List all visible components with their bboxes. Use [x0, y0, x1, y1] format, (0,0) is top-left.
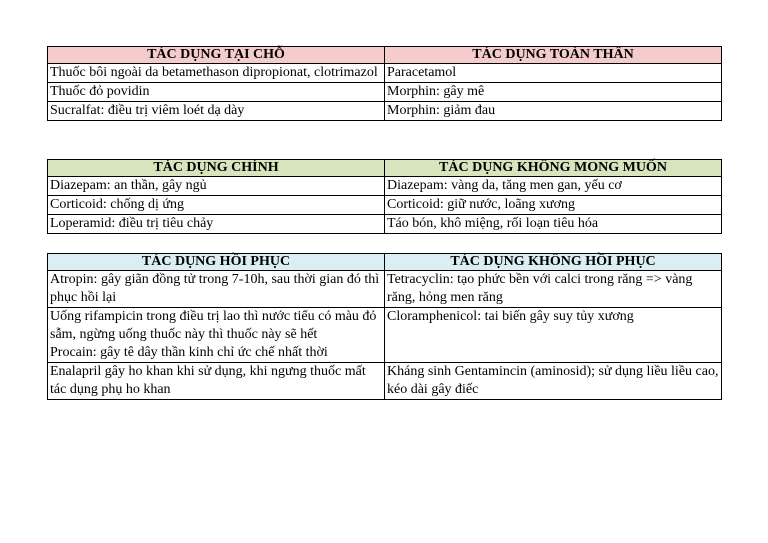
table-cell: Kháng sinh Gentamincin (aminosid); sử dụng liều liều cao, kéo dài gây điếc [385, 363, 722, 400]
column-header: TÁC DỤNG TOÀN THÂN [385, 47, 722, 64]
cell-paragraph: Procain: gây tê dây thần kinh chỉ ức chế nhất thời [50, 345, 328, 360]
table-cell: Sucralfat: điều trị viêm loét dạ dày [48, 102, 385, 121]
column-header: TÁC DỤNG TẠI CHỖ [48, 47, 385, 64]
main-vs-side-effect-table [47, 159, 722, 234]
column-header: TÁC DỤNG KHÔNG HỒI PHỤC [385, 254, 722, 271]
table-cell: Corticoid: giữ nước, loãng xương [385, 196, 722, 215]
table-cell: Corticoid: chống dị ứng [48, 196, 385, 215]
table-row [48, 363, 722, 400]
table-row [48, 177, 722, 196]
table-cell: Diazepam: vàng da, tăng men gan, yếu cơ [385, 177, 722, 196]
table-row [48, 83, 722, 102]
table-cell [48, 308, 385, 363]
table-cell: Thuốc đỏ povidin [48, 83, 385, 102]
table-row [48, 196, 722, 215]
table-cell: Diazepam: an thần, gây ngủ [48, 177, 385, 196]
table-cell: Tetracyclin: tạo phức bền với calci trong răng => vàng răng, hỏng men răng [385, 271, 722, 308]
column-header: TÁC DỤNG HỒI PHỤC [48, 254, 385, 271]
table-header-row [48, 160, 722, 177]
table-cell: Paracetamol [385, 64, 722, 83]
table-cell: Loperamid: điều trị tiêu chảy [48, 215, 385, 234]
table-cell: Cloramphenicol: tai biến gây suy tủy xương [385, 308, 722, 363]
table-header-row [48, 254, 722, 271]
table-header-row [48, 47, 722, 64]
table-cell: Thuốc bôi ngoài da betamethason dipropionat, clotrimazol [48, 64, 385, 83]
table-cell: Táo bón, khô miệng, rối loạn tiêu hóa [385, 215, 722, 234]
reversible-vs-irreversible-table [47, 253, 722, 400]
table-cell: Atropin: gây giãn đồng tử trong 7-10h, sau thời gian đó thì phục hồi lại [48, 271, 385, 308]
table-row [48, 215, 722, 234]
table-row [48, 102, 722, 121]
table-cell: Enalapril gây ho khan khi sử dụng, khi ngưng thuốc mất tác dụng phụ ho khan [48, 363, 385, 400]
column-header: TÁC DỤNG KHÔNG MONG MUỐN [385, 160, 722, 177]
table-cell: Morphin: giảm đau [385, 102, 722, 121]
table-row [48, 64, 722, 83]
cell-paragraph: Uống rifampicin trong điều trị lao thì nước tiểu có màu đỏ sẫm, ngừng uống thuốc này thì thuốc này sẽ hết [50, 309, 377, 342]
table-cell: Morphin: gây mê [385, 83, 722, 102]
local-vs-systemic-table [47, 46, 722, 121]
column-header: TÁC DỤNG CHÍNH [48, 160, 385, 177]
table-row [48, 271, 722, 308]
table-row [48, 308, 722, 363]
